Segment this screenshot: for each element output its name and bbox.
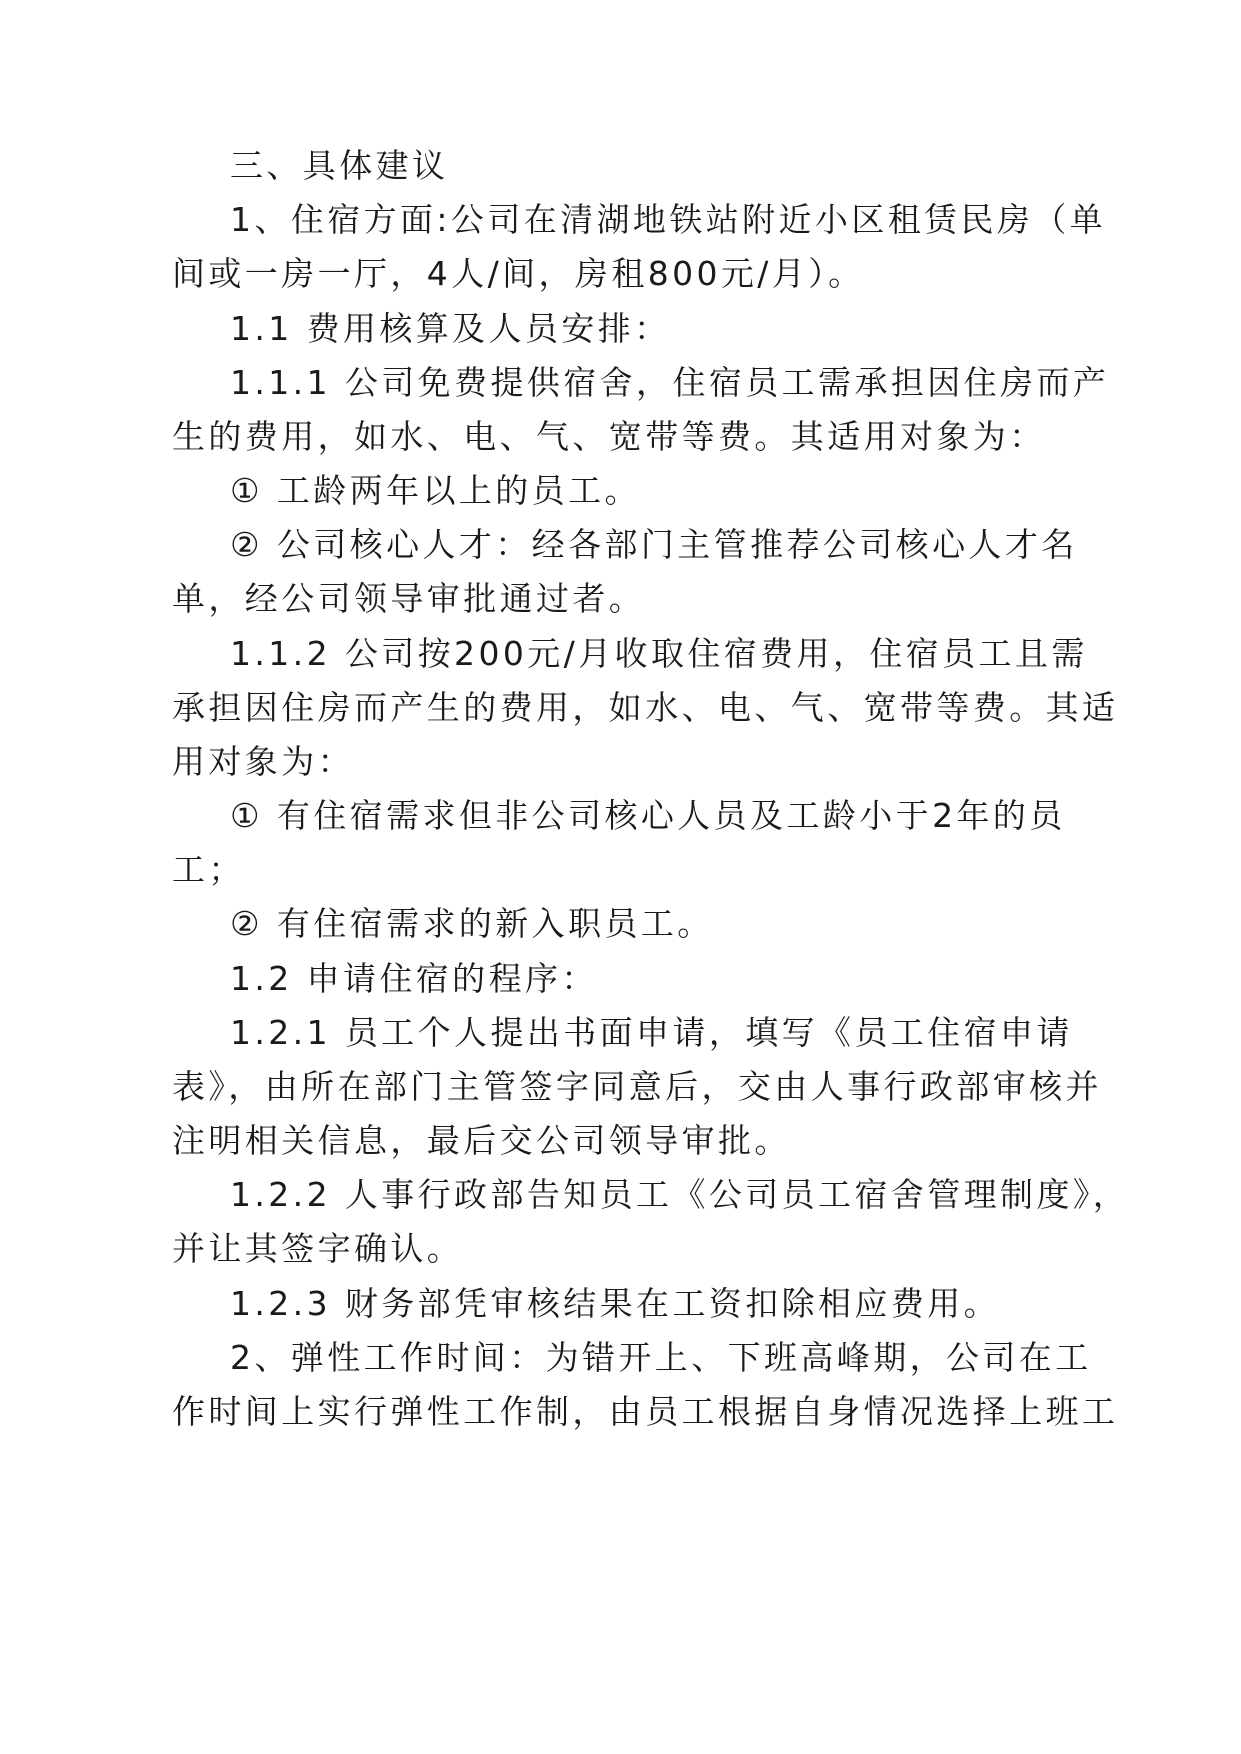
section-heading: 三、具体建议 [230,146,449,185]
list-item-line: ② 有住宿需求的新入职员工。 [230,904,714,943]
paragraph-line: 1.1.1 公司免费提供宿舍，住宿员工需承担因住房而产 [230,363,1110,402]
paragraph-line: 生的费用，如水、电、气、宽带等费。其适用对象为： [172,417,1046,456]
subheading-line: 1.2 申请住宿的程序： [230,959,598,998]
paragraph-line: 1.1.2 公司按200元/月收取住宿费用，住宿员工且需 [230,634,1088,673]
paragraph-line: 承担因住房而产生的费用，如水、电、气、宽带等费。其适 [172,688,1119,727]
subheading-line: 1.1 费用核算及人员安排： [230,309,671,348]
list-item-line: ① 有住宿需求但非公司核心人员及工龄小于2年的员 [230,796,1066,835]
paragraph-line: 间或一房一厅，4人/间，房租800元/月）。 [172,254,865,293]
paragraph-line: 单，经公司领导审批通过者。 [172,579,646,618]
list-item-line: ② 公司核心人才：经各部门主管推荐公司核心人才名 [230,525,1078,564]
paragraph-line: 并让其签字确认。 [172,1229,464,1268]
paragraph-line: 注明相关信息，最后交公司领导审批。 [172,1121,791,1160]
paragraph-line: 1.2.2 人事行政部告知员工《公司员工宿舍管理制度》， [230,1175,1130,1214]
paragraph-line: 作时间上实行弹性工作制，由员工根据自身情况选择上班工 [172,1392,1119,1431]
paragraph-line: 表》，由所在部门主管签字同意后，交由人事行政部审核并 [172,1067,1102,1106]
paragraph-line: 用对象为： [172,742,354,781]
paragraph-line: 1、住宿方面:公司在清湖地铁站附近小区租赁民房（单 [230,200,1107,239]
paragraph-line: 1.2.3 财务部凭审核结果在工资扣除相应费用。 [230,1284,1001,1323]
paragraph-line: 2、弹性工作时间：为错开上、下班高峰期，公司在工 [230,1338,1092,1377]
list-item-line: ① 工龄两年以上的员工。 [230,471,641,510]
paragraph-line: 1.2.1 员工个人提出书面申请，填写《员工住宿申请 [230,1013,1073,1052]
paragraph-line: 工； [172,850,245,889]
